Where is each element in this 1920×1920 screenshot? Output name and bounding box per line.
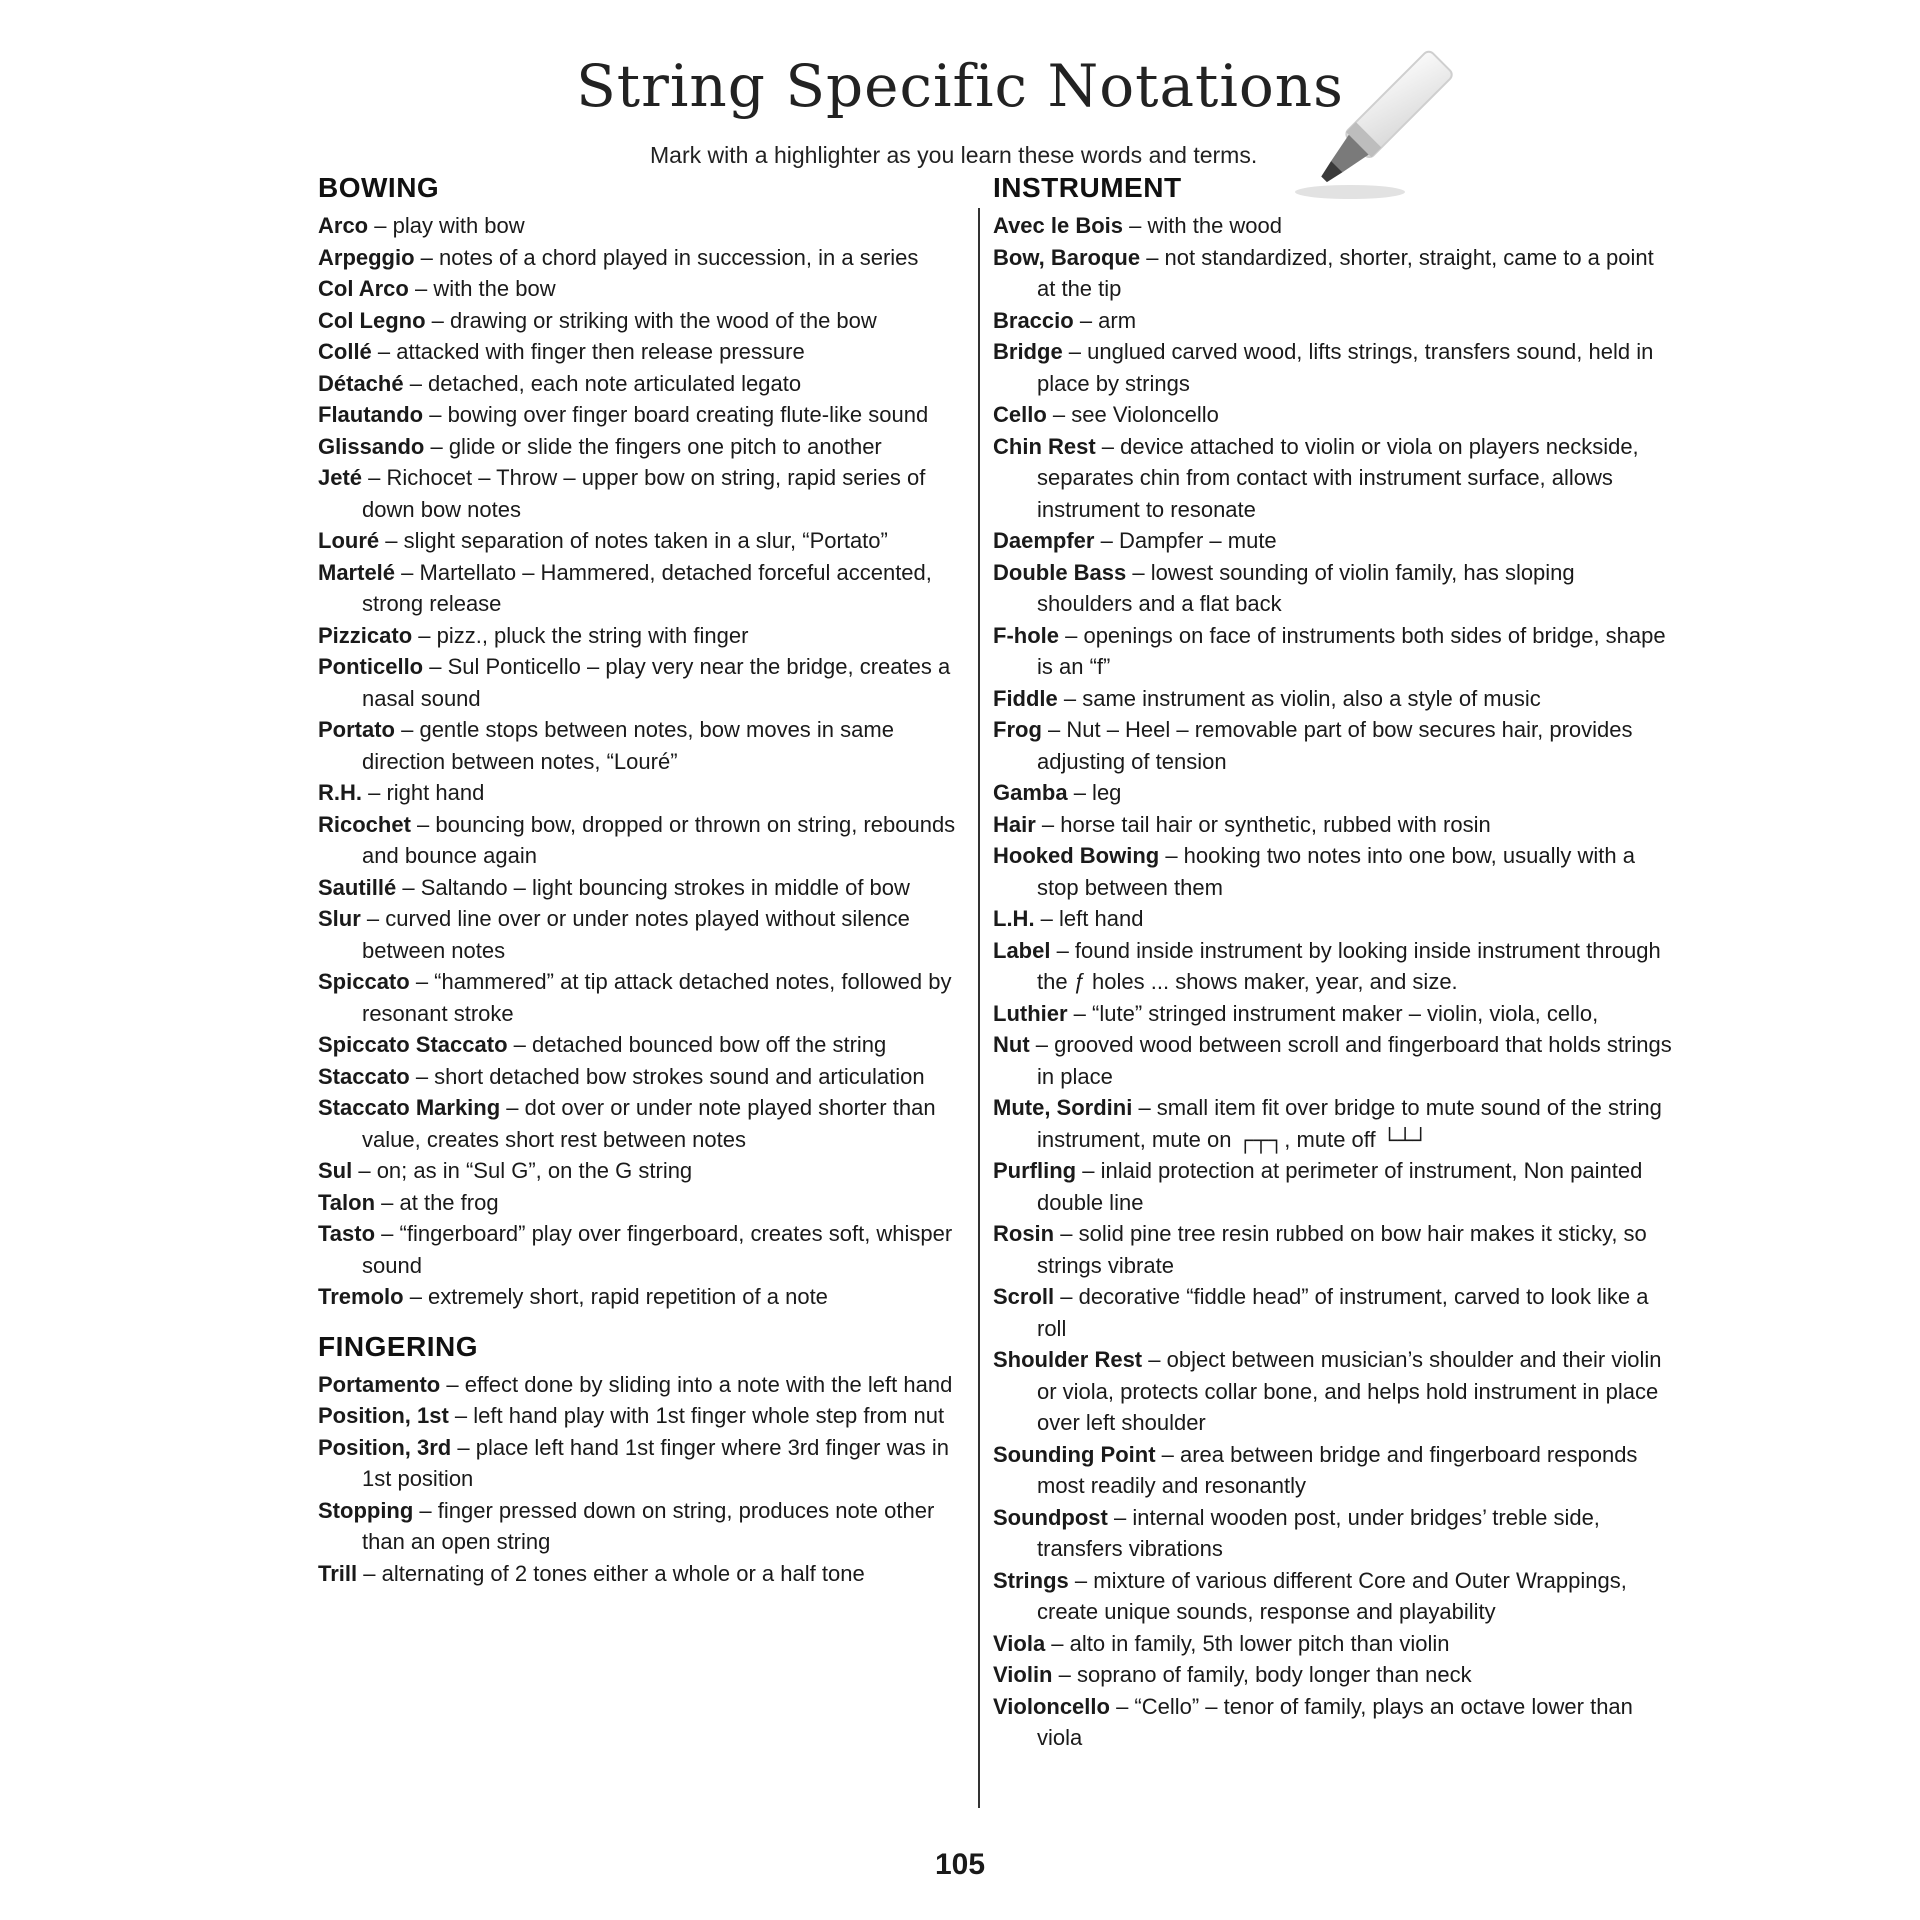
- entry-definition: – left hand play with 1st finger whole step from nut: [448, 1403, 945, 1428]
- entry-term: Arpeggio: [318, 244, 415, 270]
- glossary-entry: [318, 1029, 958, 1061]
- glossary-entry: [993, 305, 1673, 337]
- glossary-entry: [318, 651, 958, 714]
- entry-term: Arco: [318, 213, 369, 238]
- entry-definition: – “lute” stringed instrument maker – violin, viola, cello,: [1067, 1000, 1599, 1026]
- glossary-entry: [993, 1659, 1673, 1691]
- glossary-entry: [993, 399, 1673, 431]
- entry-term: Luthier: [993, 1000, 1068, 1026]
- entry-definition: – soprano of family, body longer than neck: [1052, 1662, 1472, 1687]
- glossary-entry: [318, 431, 958, 463]
- entry-term: Label: [993, 937, 1051, 963]
- glossary-entry: [993, 1281, 1673, 1344]
- fingering-list: [318, 1369, 958, 1590]
- entry-term: Martelé: [318, 559, 396, 585]
- glossary-entry: [993, 557, 1673, 620]
- glossary-entry: [993, 1439, 1673, 1502]
- entry-term: Tremolo: [318, 1284, 404, 1309]
- glossary-entry: [993, 1344, 1673, 1439]
- entry-definition: – glide or slide the fingers one pitch to another: [424, 433, 882, 459]
- entry-definition: – Sul Ponticello – play very near the bridge, creates a nasal sound: [362, 654, 951, 711]
- entry-term: Braccio: [993, 307, 1074, 333]
- entry-definition: – alto in family, 5th lower pitch than violin: [1045, 1630, 1450, 1656]
- entry-term: Jeté: [318, 465, 363, 490]
- entry-definition: – gentle stops between notes, bow moves in same direction between notes, “Louré”: [362, 717, 894, 774]
- glossary-entry: [993, 1691, 1673, 1754]
- entry-definition: – place left hand 1st finger where 3rd finger was in 1st position: [362, 1434, 949, 1491]
- entry-definition: – inlaid protection at perimeter of instrument, Non painted double line: [1037, 1158, 1643, 1215]
- glossary-entry: [318, 462, 958, 525]
- entry-definition: – dot over or under note played shorter than value, creates short rest between notes: [362, 1095, 936, 1152]
- glossary-entry: [993, 683, 1673, 715]
- glossary-entry: [993, 840, 1673, 903]
- entry-definition: – effect done by sliding into a note with the left hand: [440, 1371, 953, 1397]
- entry-term: Portamento: [318, 1371, 441, 1397]
- entry-term: Purfling: [993, 1158, 1077, 1183]
- entry-term: Trill: [318, 1560, 358, 1586]
- glossary-entry: [318, 1495, 958, 1558]
- glossary-entry: [318, 1218, 958, 1281]
- entry-term: Sautillé: [318, 874, 397, 900]
- entry-definition: – pizz., pluck the string with finger: [412, 622, 749, 648]
- entry-term: Tasto: [318, 1221, 376, 1246]
- glossary-entry: [993, 431, 1673, 526]
- glossary-entry: [318, 1432, 958, 1495]
- glossary-entry: [993, 777, 1673, 809]
- entry-term: Fiddle: [993, 685, 1058, 711]
- entry-definition: – small item fit over bridge to mute sound of the string instrument, mute on ┌┬┐, mute off └┴┘: [1037, 1095, 1662, 1152]
- glossary-entry: [318, 620, 958, 652]
- entry-definition: – leg: [1067, 780, 1122, 805]
- entry-definition: – extremely short, rapid repetition of a note: [403, 1284, 828, 1309]
- entry-definition: – see Violoncello: [1046, 402, 1219, 427]
- entry-term: Sul: [318, 1158, 353, 1183]
- entry-term: Ponticello: [318, 654, 424, 679]
- entry-definition: – Saltando – light bouncing strokes in middle of bow: [396, 874, 910, 900]
- entry-term: Nut: [993, 1032, 1030, 1057]
- entry-term: Chin Rest: [993, 433, 1096, 459]
- entry-definition: – not standardized, shorter, straight, came to a point at the tip: [1037, 244, 1654, 301]
- glossary-entry: [993, 809, 1673, 841]
- entry-term: R.H.: [318, 780, 362, 805]
- glossary-entry: [318, 903, 958, 966]
- entry-term: Hooked Bowing: [993, 843, 1160, 868]
- entry-term: Soundpost: [993, 1504, 1108, 1530]
- entry-definition: – with the bow: [408, 276, 556, 301]
- entry-definition: – lowest sounding of violin family, has sloping shoulders and a flat back: [1037, 559, 1575, 616]
- glossary-entry: [993, 1029, 1673, 1092]
- glossary-entry: [318, 1281, 958, 1313]
- entry-definition: – finger pressed down on string, produces note other than an open string: [362, 1497, 935, 1554]
- entry-term: Cello: [993, 402, 1047, 427]
- glossary-entry: [318, 305, 958, 337]
- glossary-entry: [993, 903, 1673, 935]
- entry-term: Shoulder Rest: [993, 1347, 1143, 1372]
- entry-definition: – drawing or striking with the wood of the bow: [425, 307, 877, 333]
- entry-definition: – mixture of various different Core and Outer Wrappings, create unique sounds, response and playability: [1037, 1567, 1627, 1624]
- glossary-entry: [318, 242, 958, 274]
- entry-definition: – at the frog: [375, 1189, 499, 1215]
- entry-definition: – attacked with finger then release pressure: [371, 339, 805, 364]
- glossary-entry: [993, 336, 1673, 399]
- glossary-entry: [318, 1369, 958, 1401]
- entry-term: Bow, Baroque: [993, 244, 1141, 270]
- entry-term: Viola: [993, 1630, 1046, 1656]
- entry-definition: – bouncing bow, dropped or thrown on string, rebounds and bounce again: [362, 811, 956, 868]
- entry-term: Position, 1st: [318, 1403, 449, 1428]
- entry-definition: – short detached bow strokes sound and articulation: [409, 1063, 925, 1089]
- entry-definition: – with the wood: [1123, 213, 1283, 238]
- glossary-entry: [318, 336, 958, 368]
- glossary-entry: [993, 714, 1673, 777]
- entry-term: Détaché: [318, 370, 404, 396]
- entry-definition: – decorative “fiddle head” of instrument, carved to look like a roll: [1037, 1284, 1649, 1341]
- entry-definition: – Nut – Heel – removable part of bow secures hair, provides adjusting of tension: [1037, 717, 1633, 774]
- entry-term: Louré: [318, 528, 380, 553]
- glossary-entry: [318, 809, 958, 872]
- entry-definition: – found inside instrument by looking inside instrument through the ƒ holes ... shows maker, year, and size.: [1037, 937, 1661, 994]
- entry-definition: – hooking two notes into one bow, usually with a stop between them: [1037, 843, 1635, 900]
- glossary-entry: [993, 1092, 1673, 1155]
- right-column: [993, 172, 1673, 1754]
- entry-term: Spiccato Staccato: [318, 1032, 508, 1057]
- glossary-entry: [318, 273, 958, 305]
- glossary-entry: [318, 1155, 958, 1187]
- glossary-entry: [318, 872, 958, 904]
- entry-term: Ricochet: [318, 811, 411, 837]
- entry-term: Mute, Sordini: [993, 1095, 1133, 1120]
- entry-definition: – right hand: [362, 780, 485, 805]
- entry-definition: – Dampfer – mute: [1094, 528, 1277, 553]
- glossary-entry: [318, 714, 958, 777]
- glossary-entry: [318, 1061, 958, 1093]
- entry-term: Double Bass: [993, 559, 1127, 585]
- entry-term: Slur: [318, 906, 361, 931]
- glossary-entry: [318, 210, 958, 242]
- entry-term: Col Legno: [318, 307, 426, 333]
- glossary-entry: [993, 525, 1673, 557]
- entry-term: Violoncello: [993, 1693, 1110, 1719]
- entry-definition: – detached bounced bow off the string: [507, 1032, 887, 1057]
- entry-definition: – area between bridge and fingerboard responds most readily and resonantly: [1037, 1441, 1638, 1498]
- glossary-entry: [993, 935, 1673, 998]
- entry-definition: – slight separation of notes taken in a slur, “Portato”: [379, 528, 888, 553]
- entry-definition: – solid pine tree resin rubbed on bow hair makes it sticky, so strings vibrate: [1037, 1221, 1647, 1278]
- entry-term: Pizzicato: [318, 622, 413, 648]
- entry-definition: – curved line over or under notes played without silence between notes: [360, 906, 910, 963]
- entry-term: Avec le Bois: [993, 213, 1124, 238]
- page-subtitle: Mark with a highlighter as you learn these words and terms.: [650, 142, 1258, 168]
- entry-definition: – Richocet – Throw – upper bow on string, rapid series of down bow notes: [362, 465, 926, 522]
- glossary-entry: [993, 1502, 1673, 1565]
- entry-definition: – Martellato – Hammered, detached forceful accented, strong release: [362, 559, 932, 616]
- entry-term: L.H.: [993, 906, 1035, 931]
- bowing-list: [318, 210, 958, 1313]
- entry-term: Daempfer: [993, 528, 1095, 553]
- entry-definition: – horse tail hair or synthetic, rubbed with rosin: [1035, 811, 1491, 837]
- entry-definition: – notes of a chord played in succession, in a series: [414, 244, 919, 270]
- entry-definition: – alternating of 2 tones either a whole or a half tone: [357, 1560, 865, 1586]
- entry-definition: – unglued carved wood, lifts strings, transfers sound, held in place by strings: [1037, 339, 1654, 396]
- glossary-entry: [993, 1218, 1673, 1281]
- glossary-entry: [318, 368, 958, 400]
- glossary-entry: [993, 1628, 1673, 1660]
- glossary-entry: [318, 1400, 958, 1432]
- entry-definition: – object between musician’s shoulder and their violin or viola, protects collar bone, and helps hold instrument in place over left shoulder: [1037, 1347, 1662, 1435]
- entry-definition: – on; as in “Sul G”, on the G string: [352, 1158, 693, 1183]
- entry-definition: – internal wooden post, under bridges’ treble side, transfers vibrations: [1037, 1504, 1600, 1561]
- glossary-entry: [318, 1558, 958, 1590]
- left-column: [318, 172, 958, 1589]
- entry-definition: – play with bow: [368, 213, 525, 238]
- entry-term: Hair: [993, 811, 1036, 837]
- column-divider: [978, 208, 980, 1808]
- entry-term: Collé: [318, 339, 372, 364]
- glossary-entry: [993, 210, 1673, 242]
- entry-term: Staccato: [318, 1063, 410, 1089]
- entry-definition: – bowing over finger board creating flute-like sound: [423, 402, 929, 427]
- entry-term: Frog: [993, 717, 1042, 742]
- entry-term: Staccato Marking: [318, 1095, 501, 1120]
- entry-term: Spiccato: [318, 969, 410, 994]
- entry-definition: – arm: [1073, 307, 1137, 333]
- fingering-heading: FINGERING: [318, 1330, 479, 1362]
- page-number: 105: [934, 1848, 986, 1881]
- glossary-entry: [318, 557, 958, 620]
- glossary-entry: [318, 525, 958, 557]
- entry-term: Flautando: [318, 402, 424, 427]
- entry-definition: – “Cello” – tenor of family, plays an octave lower than viola: [1037, 1693, 1633, 1750]
- entry-term: F-hole: [993, 622, 1059, 648]
- entry-definition: – same instrument as violin, also a style of music: [1057, 685, 1541, 711]
- glossary-entry: [993, 1155, 1673, 1218]
- glossary-entry: [993, 620, 1673, 683]
- glossary-entry: [318, 966, 958, 1029]
- instrument-heading: INSTRUMENT: [993, 172, 1182, 203]
- glossary-entry: [318, 1187, 958, 1219]
- glossary-entry: [318, 777, 958, 809]
- entry-term: Portato: [318, 717, 395, 742]
- glossary-entry: [993, 998, 1673, 1030]
- entry-term: Glissando: [318, 433, 425, 459]
- entry-definition: – “fingerboard” play over fingerboard, creates soft, whisper sound: [362, 1221, 953, 1278]
- entry-term: Bridge: [993, 339, 1063, 364]
- entry-term: Violin: [993, 1662, 1053, 1687]
- entry-term: Talon: [318, 1189, 376, 1215]
- entry-definition: – detached, each note articulated legato: [403, 370, 802, 396]
- bowing-heading: BOWING: [318, 172, 440, 203]
- entry-term: Position, 3rd: [318, 1434, 452, 1460]
- entry-term: Col Arco: [318, 276, 409, 301]
- entry-term: Gamba: [993, 780, 1068, 805]
- entry-term: Scroll: [993, 1284, 1055, 1309]
- entry-term: Sounding Point: [993, 1441, 1156, 1467]
- glossary-entry: [318, 399, 958, 431]
- entry-term: Strings: [993, 1567, 1069, 1593]
- entry-definition: – left hand: [1034, 906, 1144, 931]
- glossary-entry: [993, 242, 1673, 305]
- glossary-entry: [993, 1565, 1673, 1628]
- entry-term: Stopping: [318, 1497, 414, 1523]
- entry-definition: – “hammered” at tip attack detached notes, followed by resonant stroke: [362, 969, 952, 1026]
- entry-definition: – openings on face of instruments both sides of bridge, shape is an “f”: [1037, 622, 1666, 679]
- instrument-list: [993, 210, 1673, 1754]
- entry-definition: – device attached to violin or viola on players neckside, separates chin from contact with instrument surface, allows instrument to resonate: [1037, 433, 1639, 522]
- glossary-entry: [318, 1092, 958, 1155]
- entry-definition: – grooved wood between scroll and fingerboard that holds strings in place: [1029, 1032, 1672, 1089]
- page-title: String Specific Notations: [576, 52, 1344, 120]
- entry-term: Rosin: [993, 1221, 1055, 1246]
